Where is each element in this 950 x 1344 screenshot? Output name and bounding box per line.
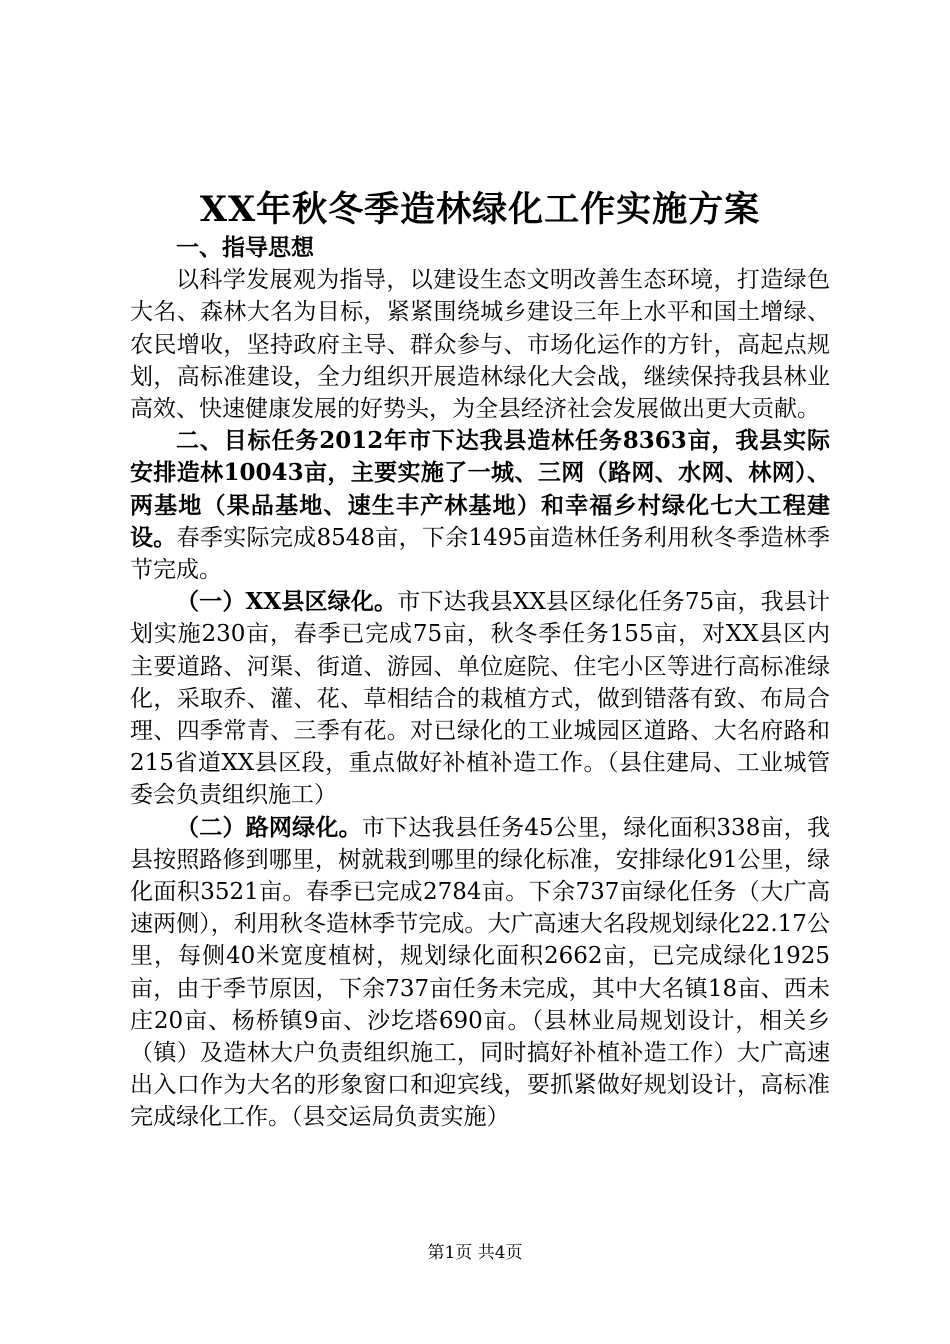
section-heading-guiding-ideology: 一、指导思想 <box>176 234 314 261</box>
item-road-greening-text: 市下达我县任务45公里，绿化面积338亩，我县按照路修到哪里，树就栽到哪里的绿化标准，安排绿化91公里，绿化面积3521亩。春季已完成2784亩。下余737亩绿化任务（大广高速两侧），利用秋冬造林季节完成。大广高速大名段规划绿化22.17公里，每侧40米宽度植树，规划绿化面积2662亩，已完成绿化1925亩，由于季节原因，下余737亩任务未完成，其中大名镇18亩、西未庄20亩、杨桥镇9亩、沙圪塔690亩。（县林业局规划设计，相关乡（镇）及造林大户负责组织施工，同时搞好补植补造工作）大广高速出入口作为大名的形象窗口和迎宾线，要抓紧做好规划设计，高标准完成绿化工作。（县交运局负责实施） <box>130 814 830 1131</box>
section-text-guiding-ideology: 以科学发展观为指导，以建设生态文明改善生态环境，打造绿色大名、森林大名为目标，紧紧围绕城乡建设三年上水平和国土增绿、农民增收，坚持政府主导、群众参与、市场化运作的方针，高起点规划，高标准建设，全力组织开展造林绿化大会战，继续保持我县林业高效、快速健康发展的好势头，为全县经济社会发展做出更大贡献。 <box>130 267 830 423</box>
page-footer: 第1页 共4页 <box>427 1243 523 1263</box>
document-page <box>130 188 830 1134</box>
item-road-greening-heading: （二）路网绿化。 <box>176 813 362 841</box>
section-goals-text: 春季实际完成8548亩，下余1495亩造林任务利用秋冬季造林季节完成。 <box>130 524 830 584</box>
item-county-greening-heading: （一）XX县区绿化。 <box>176 588 398 616</box>
item-county-greening-text: 市下达我县XX县区绿化任务75亩，我县计划实施230亩，春季已完成75亩，秋冬季任务155亩，对XX县区内主要道路、河渠、街道、游园、单位庭院、住宅小区等进行高标准绿化，采取乔、灌、花、草相结合的栽植方式，做到错落有致、布局合理、四季常青、三季有花。对已绿化的工业城园区道路、大名府路和215省道XX县区段，重点做好补植补造工作。（县住建局、工业城管委会负责组织施工） <box>130 589 831 809</box>
section-goals-paragraph <box>130 425 830 586</box>
item-road-greening-paragraph <box>130 812 830 1134</box>
section-goals-bold-text: 二、目标任务2012年市下达我县造林任务8363亩，我县实际安排造林10043亩，主要实施了一城、三网（路网、水网、林网）、两基地（果品基地、速生丰产林基地）和幸福乡村绿化七大工程建设。 <box>130 427 830 551</box>
document-title: XX年秋冬季造林绿化工作实施方案 <box>199 189 761 230</box>
item-county-greening-paragraph <box>130 586 830 811</box>
